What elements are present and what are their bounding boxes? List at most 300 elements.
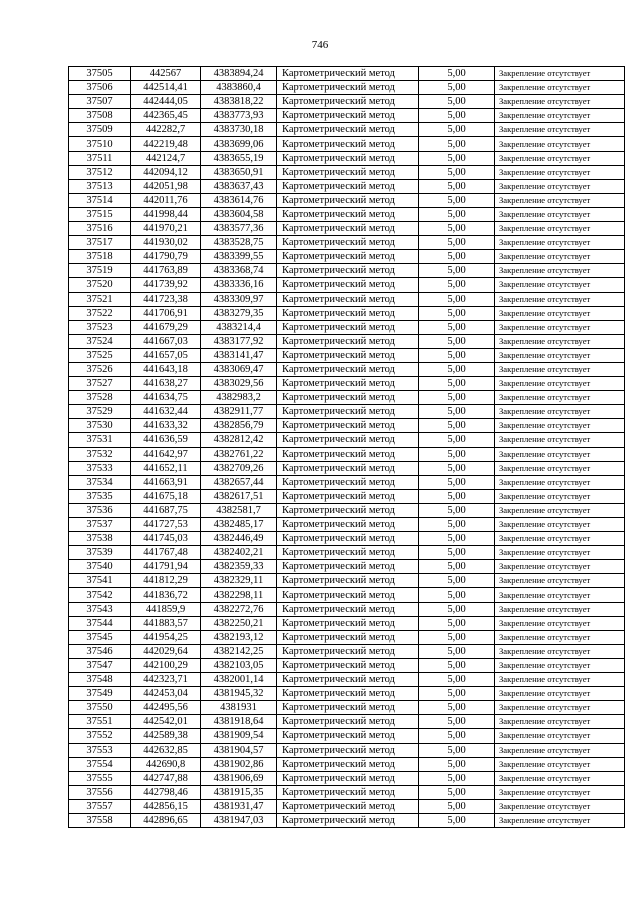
point-number-cell: 37552 xyxy=(69,729,131,743)
point-number-cell: 37520 xyxy=(69,278,131,292)
x-coordinate-cell: 441727,53 xyxy=(131,518,201,532)
method-cell: Картометрический метод xyxy=(277,813,419,827)
y-coordinate-cell: 4383141,47 xyxy=(201,348,277,362)
y-coordinate-cell: 4383818,22 xyxy=(201,95,277,109)
y-coordinate-cell: 4383528,75 xyxy=(201,236,277,250)
accuracy-cell: 5,00 xyxy=(419,574,495,588)
fixation-cell: Закрепление отсутствует xyxy=(495,151,625,165)
y-coordinate-cell: 4382402,21 xyxy=(201,546,277,560)
table-row xyxy=(69,461,625,475)
x-coordinate-cell: 442051,98 xyxy=(131,179,201,193)
y-coordinate-cell: 4382446,49 xyxy=(201,532,277,546)
method-cell: Картометрический метод xyxy=(277,588,419,602)
y-coordinate-cell: 4383177,92 xyxy=(201,334,277,348)
fixation-cell: Закрепление отсутствует xyxy=(495,503,625,517)
fixation-cell: Закрепление отсутствует xyxy=(495,264,625,278)
table-row xyxy=(69,236,625,250)
y-coordinate-cell: 4382250,21 xyxy=(201,616,277,630)
fixation-cell: Закрепление отсутствует xyxy=(495,292,625,306)
method-cell: Картометрический метод xyxy=(277,785,419,799)
point-number-cell: 37533 xyxy=(69,461,131,475)
accuracy-cell: 5,00 xyxy=(419,151,495,165)
x-coordinate-cell: 442124,7 xyxy=(131,151,201,165)
y-coordinate-cell: 4383773,93 xyxy=(201,109,277,123)
fixation-cell: Закрепление отсутствует xyxy=(495,743,625,757)
point-number-cell: 37542 xyxy=(69,588,131,602)
x-coordinate-cell: 441652,11 xyxy=(131,461,201,475)
table-row xyxy=(69,348,625,362)
point-number-cell: 37557 xyxy=(69,799,131,813)
y-coordinate-cell: 4382142,25 xyxy=(201,644,277,658)
fixation-cell: Закрепление отсутствует xyxy=(495,222,625,236)
y-coordinate-cell: 4381902,86 xyxy=(201,757,277,771)
accuracy-cell: 5,00 xyxy=(419,81,495,95)
accuracy-cell: 5,00 xyxy=(419,165,495,179)
method-cell: Картометрический метод xyxy=(277,165,419,179)
fixation-cell: Закрепление отсутствует xyxy=(495,137,625,151)
fixation-cell: Закрепление отсутствует xyxy=(495,334,625,348)
table-row xyxy=(69,616,625,630)
fixation-cell: Закрепление отсутствует xyxy=(495,729,625,743)
accuracy-cell: 5,00 xyxy=(419,658,495,672)
table-row xyxy=(69,687,625,701)
point-number-cell: 37527 xyxy=(69,377,131,391)
method-cell: Картометрический метод xyxy=(277,348,419,362)
fixation-cell: Закрепление отсутствует xyxy=(495,813,625,827)
accuracy-cell: 5,00 xyxy=(419,320,495,334)
fixation-cell: Закрепление отсутствует xyxy=(495,630,625,644)
fixation-cell: Закрепление отсутствует xyxy=(495,67,625,81)
fixation-cell: Закрепление отсутствует xyxy=(495,306,625,320)
method-cell: Картометрический метод xyxy=(277,602,419,616)
method-cell: Картометрический метод xyxy=(277,334,419,348)
coordinates-table xyxy=(68,66,625,828)
point-number-cell: 37530 xyxy=(69,419,131,433)
y-coordinate-cell: 4383309,97 xyxy=(201,292,277,306)
x-coordinate-cell: 441812,29 xyxy=(131,574,201,588)
point-number-cell: 37550 xyxy=(69,701,131,715)
point-number-cell: 37541 xyxy=(69,574,131,588)
y-coordinate-cell: 4383577,36 xyxy=(201,222,277,236)
table-row xyxy=(69,503,625,517)
y-coordinate-cell: 4383399,55 xyxy=(201,250,277,264)
x-coordinate-cell: 442495,56 xyxy=(131,701,201,715)
point-number-cell: 37549 xyxy=(69,687,131,701)
accuracy-cell: 5,00 xyxy=(419,123,495,137)
point-number-cell: 37534 xyxy=(69,475,131,489)
x-coordinate-cell: 441657,05 xyxy=(131,348,201,362)
point-number-cell: 37535 xyxy=(69,489,131,503)
fixation-cell: Закрепление отсутствует xyxy=(495,165,625,179)
point-number-cell: 37551 xyxy=(69,715,131,729)
table-row xyxy=(69,137,625,151)
x-coordinate-cell: 441638,27 xyxy=(131,377,201,391)
method-cell: Картометрический метод xyxy=(277,207,419,221)
point-number-cell: 37508 xyxy=(69,109,131,123)
method-cell: Картометрический метод xyxy=(277,771,419,785)
x-coordinate-cell: 442567 xyxy=(131,67,201,81)
point-number-cell: 37514 xyxy=(69,193,131,207)
fixation-cell: Закрепление отсутствует xyxy=(495,377,625,391)
fixation-cell: Закрепление отсутствует xyxy=(495,532,625,546)
fixation-cell: Закрепление отсутствует xyxy=(495,95,625,109)
point-number-cell: 37513 xyxy=(69,179,131,193)
y-coordinate-cell: 4381906,69 xyxy=(201,771,277,785)
table-row xyxy=(69,419,625,433)
fixation-cell: Закрепление отсутствует xyxy=(495,207,625,221)
y-coordinate-cell: 4382983,2 xyxy=(201,391,277,405)
point-number-cell: 37537 xyxy=(69,518,131,532)
accuracy-cell: 5,00 xyxy=(419,701,495,715)
x-coordinate-cell: 441706,91 xyxy=(131,306,201,320)
table-row xyxy=(69,165,625,179)
point-number-cell: 37547 xyxy=(69,658,131,672)
table-row xyxy=(69,278,625,292)
accuracy-cell: 5,00 xyxy=(419,292,495,306)
x-coordinate-cell: 442514,41 xyxy=(131,81,201,95)
method-cell: Картометрический метод xyxy=(277,306,419,320)
fixation-cell: Закрепление отсутствует xyxy=(495,447,625,461)
fixation-cell: Закрепление отсутствует xyxy=(495,701,625,715)
fixation-cell: Закрепление отсутствует xyxy=(495,81,625,95)
method-cell: Картометрический метод xyxy=(277,278,419,292)
point-number-cell: 37509 xyxy=(69,123,131,137)
accuracy-cell: 5,00 xyxy=(419,630,495,644)
y-coordinate-cell: 4381947,03 xyxy=(201,813,277,827)
y-coordinate-cell: 4382617,51 xyxy=(201,489,277,503)
y-coordinate-cell: 4383655,19 xyxy=(201,151,277,165)
point-number-cell: 37555 xyxy=(69,771,131,785)
point-number-cell: 37515 xyxy=(69,207,131,221)
fixation-cell: Закрепление отсутствует xyxy=(495,799,625,813)
point-number-cell: 37531 xyxy=(69,433,131,447)
x-coordinate-cell: 441998,44 xyxy=(131,207,201,221)
point-number-cell: 37518 xyxy=(69,250,131,264)
table-row xyxy=(69,673,625,687)
accuracy-cell: 5,00 xyxy=(419,250,495,264)
fixation-cell: Закрепление отсутствует xyxy=(495,560,625,574)
table-row xyxy=(69,701,625,715)
fixation-cell: Закрепление отсутствует xyxy=(495,489,625,503)
fixation-cell: Закрепление отсутствует xyxy=(495,278,625,292)
y-coordinate-cell: 4382329,11 xyxy=(201,574,277,588)
y-coordinate-cell: 4382193,12 xyxy=(201,630,277,644)
y-coordinate-cell: 4383699,06 xyxy=(201,137,277,151)
accuracy-cell: 5,00 xyxy=(419,109,495,123)
accuracy-cell: 5,00 xyxy=(419,264,495,278)
x-coordinate-cell: 442011,76 xyxy=(131,193,201,207)
fixation-cell: Закрепление отсутствует xyxy=(495,644,625,658)
accuracy-cell: 5,00 xyxy=(419,602,495,616)
y-coordinate-cell: 4382709,26 xyxy=(201,461,277,475)
accuracy-cell: 5,00 xyxy=(419,137,495,151)
x-coordinate-cell: 441883,57 xyxy=(131,616,201,630)
y-coordinate-cell: 4383214,4 xyxy=(201,320,277,334)
fixation-cell: Закрепление отсутствует xyxy=(495,348,625,362)
point-number-cell: 37548 xyxy=(69,673,131,687)
method-cell: Картометрический метод xyxy=(277,461,419,475)
table-row xyxy=(69,771,625,785)
accuracy-cell: 5,00 xyxy=(419,475,495,489)
x-coordinate-cell: 442747,88 xyxy=(131,771,201,785)
table-row xyxy=(69,264,625,278)
table-row xyxy=(69,546,625,560)
table-row xyxy=(69,644,625,658)
fixation-cell: Закрепление отсутствует xyxy=(495,193,625,207)
y-coordinate-cell: 4381931 xyxy=(201,701,277,715)
fixation-cell: Закрепление отсутствует xyxy=(495,518,625,532)
x-coordinate-cell: 442094,12 xyxy=(131,165,201,179)
method-cell: Картометрический метод xyxy=(277,673,419,687)
table-row xyxy=(69,743,625,757)
y-coordinate-cell: 4383604,58 xyxy=(201,207,277,221)
point-number-cell: 37553 xyxy=(69,743,131,757)
y-coordinate-cell: 4383637,43 xyxy=(201,179,277,193)
x-coordinate-cell: 441634,75 xyxy=(131,391,201,405)
table-row xyxy=(69,334,625,348)
x-coordinate-cell: 442323,71 xyxy=(131,673,201,687)
y-coordinate-cell: 4382298,11 xyxy=(201,588,277,602)
y-coordinate-cell: 4383279,35 xyxy=(201,306,277,320)
accuracy-cell: 5,00 xyxy=(419,222,495,236)
point-number-cell: 37522 xyxy=(69,306,131,320)
accuracy-cell: 5,00 xyxy=(419,532,495,546)
x-coordinate-cell: 441836,72 xyxy=(131,588,201,602)
x-coordinate-cell: 442365,45 xyxy=(131,109,201,123)
x-coordinate-cell: 442219,48 xyxy=(131,137,201,151)
table-row xyxy=(69,320,625,334)
accuracy-cell: 5,00 xyxy=(419,729,495,743)
y-coordinate-cell: 4382856,79 xyxy=(201,419,277,433)
method-cell: Картометрический метод xyxy=(277,123,419,137)
y-coordinate-cell: 4382103,05 xyxy=(201,658,277,672)
accuracy-cell: 5,00 xyxy=(419,179,495,193)
table-row xyxy=(69,207,625,221)
point-number-cell: 37521 xyxy=(69,292,131,306)
point-number-cell: 37512 xyxy=(69,165,131,179)
x-coordinate-cell: 441930,02 xyxy=(131,236,201,250)
method-cell: Картометрический метод xyxy=(277,179,419,193)
y-coordinate-cell: 4382485,17 xyxy=(201,518,277,532)
point-number-cell: 37525 xyxy=(69,348,131,362)
x-coordinate-cell: 442282,7 xyxy=(131,123,201,137)
x-coordinate-cell: 441859,9 xyxy=(131,602,201,616)
point-number-cell: 37545 xyxy=(69,630,131,644)
table-row xyxy=(69,306,625,320)
table-row xyxy=(69,292,625,306)
point-number-cell: 37516 xyxy=(69,222,131,236)
page-number: 746 xyxy=(311,39,329,51)
x-coordinate-cell: 442453,04 xyxy=(131,687,201,701)
y-coordinate-cell: 4382657,44 xyxy=(201,475,277,489)
y-coordinate-cell: 4381945,32 xyxy=(201,687,277,701)
y-coordinate-cell: 4382812,42 xyxy=(201,433,277,447)
accuracy-cell: 5,00 xyxy=(419,518,495,532)
y-coordinate-cell: 4383614,76 xyxy=(201,193,277,207)
table-row xyxy=(69,391,625,405)
accuracy-cell: 5,00 xyxy=(419,588,495,602)
table-row xyxy=(69,757,625,771)
accuracy-cell: 5,00 xyxy=(419,644,495,658)
method-cell: Картометрический метод xyxy=(277,250,419,264)
x-coordinate-cell: 441791,94 xyxy=(131,560,201,574)
x-coordinate-cell: 441642,97 xyxy=(131,447,201,461)
fixation-cell: Закрепление отсутствует xyxy=(495,546,625,560)
table-row xyxy=(69,475,625,489)
x-coordinate-cell: 441767,48 xyxy=(131,546,201,560)
table-row xyxy=(69,447,625,461)
x-coordinate-cell: 442856,15 xyxy=(131,799,201,813)
x-coordinate-cell: 441636,59 xyxy=(131,433,201,447)
accuracy-cell: 5,00 xyxy=(419,546,495,560)
point-number-cell: 37540 xyxy=(69,560,131,574)
x-coordinate-cell: 442690,8 xyxy=(131,757,201,771)
x-coordinate-cell: 441745,03 xyxy=(131,532,201,546)
y-coordinate-cell: 4383336,16 xyxy=(201,278,277,292)
x-coordinate-cell: 441723,38 xyxy=(131,292,201,306)
y-coordinate-cell: 4383368,74 xyxy=(201,264,277,278)
table-row xyxy=(69,602,625,616)
x-coordinate-cell: 441679,29 xyxy=(131,320,201,334)
point-number-cell: 37558 xyxy=(69,813,131,827)
fixation-cell: Закрепление отсутствует xyxy=(495,250,625,264)
x-coordinate-cell: 442029,64 xyxy=(131,644,201,658)
accuracy-cell: 5,00 xyxy=(419,377,495,391)
point-number-cell: 37526 xyxy=(69,362,131,376)
accuracy-cell: 5,00 xyxy=(419,207,495,221)
accuracy-cell: 5,00 xyxy=(419,193,495,207)
table-row xyxy=(69,151,625,165)
point-number-cell: 37505 xyxy=(69,67,131,81)
accuracy-cell: 5,00 xyxy=(419,560,495,574)
fixation-cell: Закрепление отсутствует xyxy=(495,123,625,137)
accuracy-cell: 5,00 xyxy=(419,813,495,827)
fixation-cell: Закрепление отсутствует xyxy=(495,391,625,405)
x-coordinate-cell: 442896,65 xyxy=(131,813,201,827)
method-cell: Картометрический метод xyxy=(277,503,419,517)
method-cell: Картометрический метод xyxy=(277,687,419,701)
table-row xyxy=(69,95,625,109)
fixation-cell: Закрепление отсутствует xyxy=(495,419,625,433)
point-number-cell: 37517 xyxy=(69,236,131,250)
accuracy-cell: 5,00 xyxy=(419,334,495,348)
accuracy-cell: 5,00 xyxy=(419,95,495,109)
table-row xyxy=(69,489,625,503)
point-number-cell: 37511 xyxy=(69,151,131,165)
table-row xyxy=(69,377,625,391)
method-cell: Картометрический метод xyxy=(277,532,419,546)
fixation-cell: Закрепление отсутствует xyxy=(495,588,625,602)
method-cell: Картометрический метод xyxy=(277,489,419,503)
x-coordinate-cell: 442798,46 xyxy=(131,785,201,799)
y-coordinate-cell: 4382581,7 xyxy=(201,503,277,517)
table-row xyxy=(69,222,625,236)
method-cell: Картометрический метод xyxy=(277,292,419,306)
y-coordinate-cell: 4383650,91 xyxy=(201,165,277,179)
point-number-cell: 37524 xyxy=(69,334,131,348)
fixation-cell: Закрепление отсутствует xyxy=(495,715,625,729)
x-coordinate-cell: 442632,85 xyxy=(131,743,201,757)
y-coordinate-cell: 4382272,76 xyxy=(201,602,277,616)
method-cell: Картометрический метод xyxy=(277,560,419,574)
x-coordinate-cell: 441667,03 xyxy=(131,334,201,348)
accuracy-cell: 5,00 xyxy=(419,616,495,630)
accuracy-cell: 5,00 xyxy=(419,447,495,461)
fixation-cell: Закрепление отсутствует xyxy=(495,574,625,588)
fixation-cell: Закрепление отсутствует xyxy=(495,320,625,334)
y-coordinate-cell: 4383894,24 xyxy=(201,67,277,81)
accuracy-cell: 5,00 xyxy=(419,67,495,81)
x-coordinate-cell: 441663,91 xyxy=(131,475,201,489)
x-coordinate-cell: 441954,25 xyxy=(131,630,201,644)
table-row xyxy=(69,405,625,419)
method-cell: Картометрический метод xyxy=(277,137,419,151)
accuracy-cell: 5,00 xyxy=(419,362,495,376)
method-cell: Картометрический метод xyxy=(277,109,419,123)
table-row xyxy=(69,362,625,376)
method-cell: Картометрический метод xyxy=(277,391,419,405)
table-row xyxy=(69,658,625,672)
table-row xyxy=(69,179,625,193)
accuracy-cell: 5,00 xyxy=(419,799,495,813)
fixation-cell: Закрепление отсутствует xyxy=(495,771,625,785)
table-row xyxy=(69,518,625,532)
accuracy-cell: 5,00 xyxy=(419,306,495,320)
y-coordinate-cell: 4382359,33 xyxy=(201,560,277,574)
table-row xyxy=(69,574,625,588)
fixation-cell: Закрепление отсутствует xyxy=(495,179,625,193)
accuracy-cell: 5,00 xyxy=(419,743,495,757)
x-coordinate-cell: 441675,18 xyxy=(131,489,201,503)
accuracy-cell: 5,00 xyxy=(419,489,495,503)
method-cell: Картометрический метод xyxy=(277,616,419,630)
x-coordinate-cell: 441643,18 xyxy=(131,362,201,376)
x-coordinate-cell: 441632,44 xyxy=(131,405,201,419)
fixation-cell: Закрепление отсутствует xyxy=(495,658,625,672)
point-number-cell: 37539 xyxy=(69,546,131,560)
fixation-cell: Закрепление отсутствует xyxy=(495,602,625,616)
y-coordinate-cell: 4381915,35 xyxy=(201,785,277,799)
method-cell: Картометрический метод xyxy=(277,433,419,447)
fixation-cell: Закрепление отсутствует xyxy=(495,433,625,447)
method-cell: Картометрический метод xyxy=(277,236,419,250)
table-row xyxy=(69,123,625,137)
table-row xyxy=(69,193,625,207)
y-coordinate-cell: 4382761,22 xyxy=(201,447,277,461)
x-coordinate-cell: 441739,92 xyxy=(131,278,201,292)
accuracy-cell: 5,00 xyxy=(419,757,495,771)
point-number-cell: 37519 xyxy=(69,264,131,278)
method-cell: Картометрический метод xyxy=(277,419,419,433)
fixation-cell: Закрепление отсутствует xyxy=(495,757,625,771)
x-coordinate-cell: 441763,89 xyxy=(131,264,201,278)
point-number-cell: 37506 xyxy=(69,81,131,95)
method-cell: Картометрический метод xyxy=(277,644,419,658)
y-coordinate-cell: 4381904,57 xyxy=(201,743,277,757)
method-cell: Картометрический метод xyxy=(277,630,419,644)
fixation-cell: Закрепление отсутствует xyxy=(495,475,625,489)
accuracy-cell: 5,00 xyxy=(419,405,495,419)
method-cell: Картометрический метод xyxy=(277,193,419,207)
table-row xyxy=(69,67,625,81)
fixation-cell: Закрепление отсутствует xyxy=(495,362,625,376)
point-number-cell: 37538 xyxy=(69,532,131,546)
method-cell: Картометрический метод xyxy=(277,757,419,771)
y-coordinate-cell: 4381931,47 xyxy=(201,799,277,813)
table-row xyxy=(69,433,625,447)
method-cell: Картометрический метод xyxy=(277,518,419,532)
x-coordinate-cell: 441970,21 xyxy=(131,222,201,236)
